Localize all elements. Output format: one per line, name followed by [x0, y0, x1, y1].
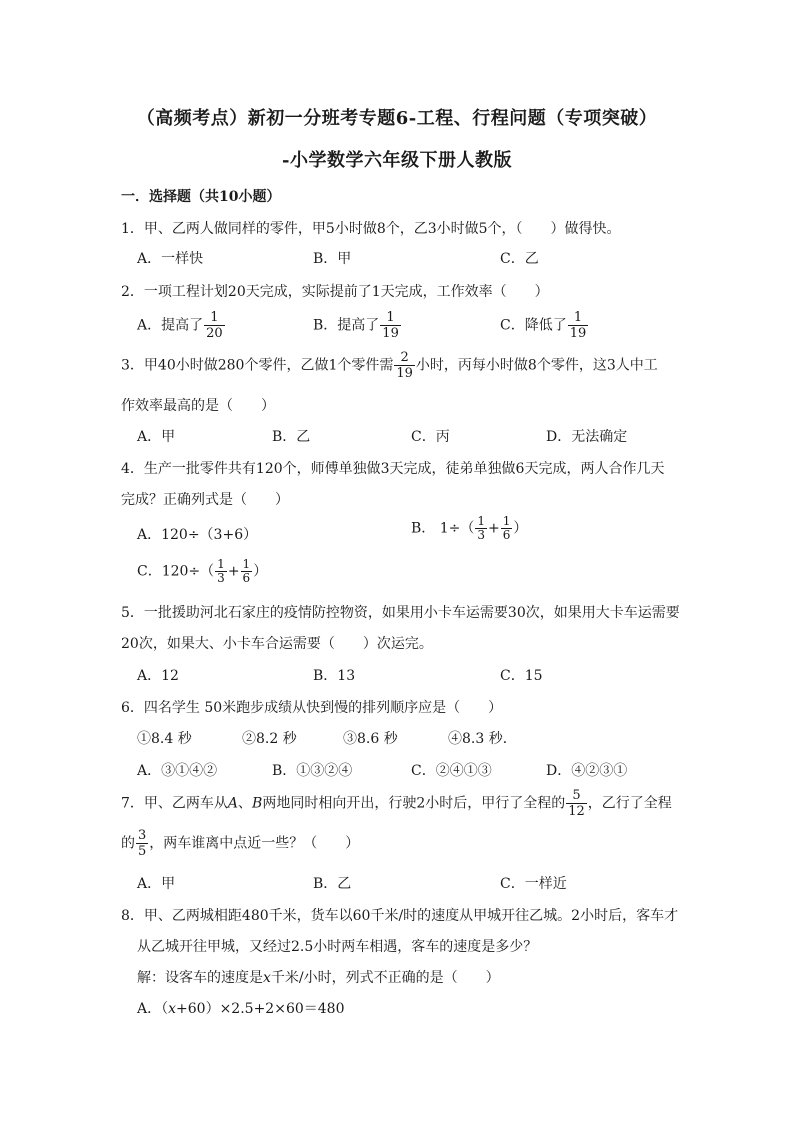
denominator: 6 [242, 571, 251, 585]
q7-text-mid: 两地同时相向开出，行驶2小时后，甲行了全程的 [262, 795, 566, 812]
q2-a-fraction [204, 310, 225, 341]
q8-line3-pre: 解：设客车的速度是 [137, 970, 263, 986]
denominator: 19 [396, 366, 413, 381]
q6-item-2: ②8.2 秒 [242, 731, 297, 747]
q7-point-b: B [252, 795, 263, 812]
q8-a-pre: A．（ [137, 1001, 169, 1017]
q7-line2-post: ，两车谁离中点近一些？（ ） [149, 835, 360, 852]
title-line-2: -小学数学六年级下册人教版 [282, 150, 512, 171]
question-8-line-3 [137, 967, 500, 987]
q2-a-label: A．提高了 [137, 317, 204, 334]
q2-b-label: B．提高了 [313, 317, 380, 334]
q7-text-post: ，乙行了全程 [587, 795, 672, 812]
question-3 [121, 350, 658, 381]
q5-option-b: B．13 [313, 668, 356, 684]
q6-option-b: B．①③②④ [272, 763, 353, 779]
q2-b-fraction [380, 310, 401, 341]
numerator: 1 [217, 557, 225, 571]
question-8-line-2: 从乙城开往甲城，又经过2.5小时两车相遇，客车的速度是多少？ [137, 939, 538, 955]
denominator: 19 [569, 326, 587, 341]
q2-option-b [313, 310, 402, 341]
q4-c-fraction-1 [215, 558, 227, 585]
question-8: 8．甲、乙两城相距480千米，货车以60千米/时的速度从甲城开往乙城。2小时后，客车才 [121, 908, 679, 924]
numerator: 5 [566, 788, 587, 804]
q3-option-c: C．丙 [411, 429, 450, 445]
q1-option-c: C．乙 [500, 251, 539, 267]
q2-option-c [500, 310, 589, 341]
denominator: 19 [382, 326, 399, 341]
numerator: 1 [568, 310, 589, 326]
numerator: 1 [380, 310, 401, 326]
q3-text-pre: 3．甲40小时做280个零件，乙做1个零件需 [121, 357, 394, 374]
q4-b-post: ） [513, 520, 528, 537]
numerator: 1 [204, 310, 225, 326]
q7-separator: 、 [238, 795, 253, 812]
q7-fraction-1 [566, 788, 587, 819]
q7-line2-pre: 的 [121, 835, 135, 852]
denominator: 20 [206, 326, 223, 341]
q8-line3-post: 千米/小时，列式不正确的是（ ） [270, 970, 500, 986]
numerator: 1 [477, 514, 486, 528]
denominator: 5 [138, 844, 147, 859]
q4-c-fraction-2 [241, 558, 253, 585]
q8-option-a [137, 998, 344, 1018]
q6-option-a: A．③①④② [137, 763, 218, 779]
q3-fraction [394, 350, 415, 381]
q1-option-a: A．一样快 [137, 251, 204, 267]
q4-b-fraction-2 [501, 515, 513, 542]
question-2: 2．一项工程计划20天完成，实际提前了1天完成，工作效率（ ） [121, 284, 549, 300]
q4-b-pre: B． 1÷（ [411, 520, 475, 537]
q4-b-plus: + [488, 520, 500, 537]
q5-option-a: A．12 [137, 668, 179, 684]
question-4-line-2: 完成？正确列式是（ ） [121, 492, 289, 508]
question-5-line-2: 20次，如果大、小卡车合运需要（ ）次运完。 [121, 636, 433, 652]
numerator: 1 [242, 557, 251, 571]
q4-c-pre: C．120÷（ [137, 563, 215, 580]
q7-point-a: A [227, 795, 239, 812]
q4-c-post: ） [253, 563, 268, 580]
q3-option-a: A．甲 [137, 429, 176, 445]
q6-item-4: ④8.3 秒． [448, 731, 517, 747]
question-6: 6．四名学生 50米跑步成绩从快到慢的排列顺序应是（ ） [121, 700, 503, 716]
q8-a-post: +60）×2.5+2×60＝480 [176, 1001, 345, 1017]
q7-fraction-2 [136, 828, 148, 859]
question-7-line-2 [121, 828, 359, 859]
q7-option-c: C．一样近 [500, 876, 567, 892]
question-1: 1．甲、乙两人做同样的零件，甲5小时做8个，乙3小时做5个，（ ）做得快。 [121, 221, 621, 237]
q2-option-a [137, 310, 226, 341]
numerator: 2 [394, 350, 415, 366]
title-line-1: （高频考点）新初一分班考专题6-工程、行程问题（专项突破） [136, 108, 658, 129]
q2-c-label: C．降低了 [500, 317, 567, 334]
numerator: 1 [502, 514, 511, 528]
denominator: 3 [217, 571, 225, 585]
q1-option-b: B．甲 [313, 251, 352, 267]
denominator: 6 [502, 528, 511, 542]
numerator: 3 [138, 828, 147, 843]
q3-option-b: B．乙 [272, 429, 311, 445]
section-heading: 一．选择题（共10小题） [121, 189, 281, 205]
q2-c-fraction [568, 310, 589, 341]
q4-option-c [137, 558, 267, 585]
q6-item-1: ①8.4 秒 [137, 731, 192, 747]
q8-variable: x [263, 970, 271, 986]
q4-option-b [411, 515, 527, 542]
q6-item-3: ③8.6 秒 [343, 731, 398, 747]
denominator: 3 [477, 528, 486, 542]
q4-option-a: A．120÷（3+6） [137, 527, 258, 543]
q4-c-plus: + [227, 563, 240, 580]
question-5: 5．一批援助河北石家庄的疫情防控物资，如果用小卡车运需要30次，如果用大卡车运需要 [121, 605, 680, 621]
question-7 [121, 788, 672, 819]
q6-option-d: D．④②③① [546, 763, 628, 779]
q7-text-pre: 7．甲、乙两车从 [121, 795, 228, 812]
question-4: 4．生产一批零件共有120个，师傅单独做3天完成，徒弟单独做6天完成，两人合作几天 [121, 461, 665, 477]
q7-option-b: B．乙 [313, 876, 352, 892]
denominator: 12 [568, 804, 585, 819]
q5-option-c: C．15 [500, 668, 543, 684]
question-3-line-2: 作效率最高的是（ ） [121, 398, 275, 414]
q3-text-post: 小时，丙每小时做8个零件，这3人中工 [415, 357, 658, 374]
q8-a-variable: x [168, 1001, 177, 1017]
q4-b-fraction-1 [475, 515, 487, 542]
q6-option-c: C．②④①③ [411, 763, 492, 779]
q7-option-a: A．甲 [137, 876, 176, 892]
q3-option-d: D．无法确定 [546, 429, 628, 445]
